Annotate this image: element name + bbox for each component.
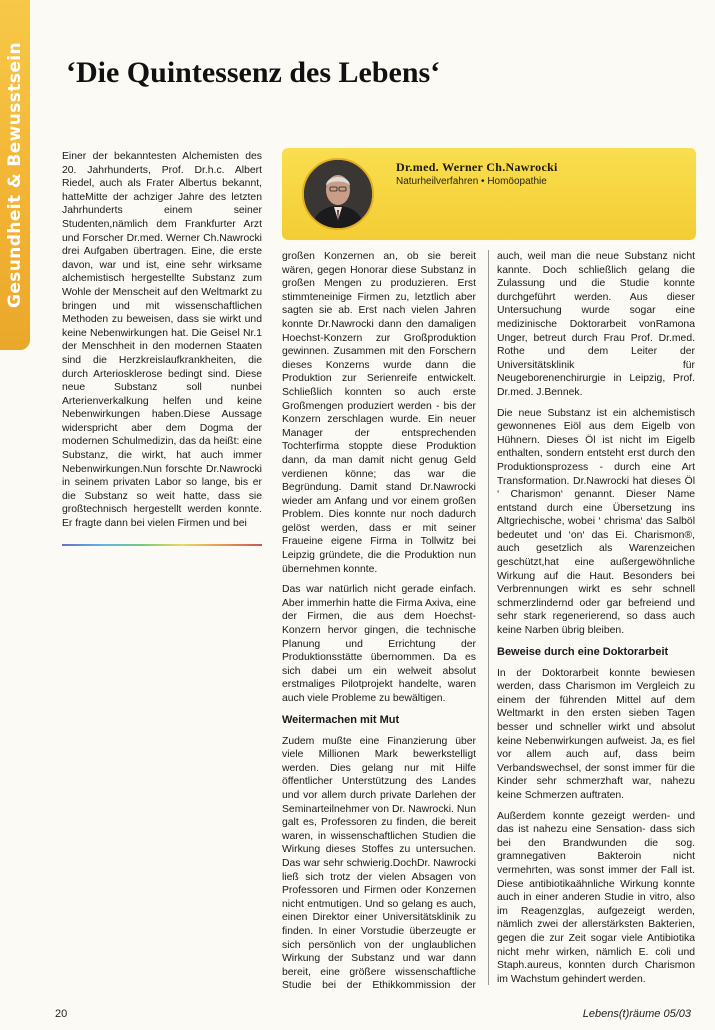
author-photo: [302, 158, 374, 230]
section-tab: [0, 0, 30, 350]
paragraph: Einer der bekanntesten Alchemisten des 20. Jahrhunderts, Prof. Dr.h.c. Albert Riedel, auch als Frater Albertus bekannt, hatteMitte der achziger Jahre des letzten Jahrhunderts einem seiner Studenten,nämlich dem Frankfurter Arzt und Forscher Dr.med. Werner Ch.Nawrocki drei Aufgaben übertragen. Eine, die erste davon, war und ist, eine sehr wirksame alchemistisch hergestellte Substanz zum Wohle der Menscheit auf den Weltmarkt zu bringen und mit wissenschaftlichen Methoden zu beweisen, dass sie wirkt und keine Nebenwirkungen hat. Die Geisel Nr.1 der Menschheit in den modernen Staaten sind die Herzkreislaufkrankheiten, die durch Arteriosklerose bedingt sind. Diese neue Substanz soll nunbei Arterienverkalkung helfen und keine Nebenwirkungen haben.Diese Aussage widerspricht aber dem Dogma der modernen Schulmedizin, das da heißt: eine Substanz, die wirkt, hat auch immer Nebenwirkungen.Nun forschte Dr.Nawrocki in seinem privaten Labor so lange, bis er die Substanz so weit hatte, dass sie großtechnisch hergestellt werden konnte. Er fragte dann bei vielen Firmen und bei: [62, 151, 262, 530]
article-column-2: [282, 250, 476, 990]
author-box: [282, 148, 696, 240]
decorative-rule: [62, 544, 262, 546]
paragraph: Außerdem konnte gezeigt werden- und das ist nahezu eine Sensation- dass sich bei den Brandwunden die sog. gramnegativen Bakteroin nicht vermehrten, was sonst immer der Fall ist. Diese antibiotikaähnliche Wirkung konnte auch in einer anderen Studie in vitro, also im Reagenzglas, aufgezeigt werden, nämlich zwei der allerstärksten Bakterien, gegen die zur Zeit sogar viele Antibiotika nicht mehr wirken, nämlich E. coli und Staph.aureus, konnten durch Charismon im Wachstum gehindert werden.: [497, 810, 695, 985]
article-title: ‘Die Quintessenz des Lebens‘: [66, 56, 441, 89]
author-specialty: Naturheilverfahren • Homöopathie: [396, 176, 547, 187]
magazine-issue: Lebens(t)räume 05/03: [582, 1008, 691, 1020]
subheading: Weitermachen mit Mut: [282, 713, 400, 726]
column-divider: [488, 250, 489, 985]
article-column-1: [62, 150, 262, 530]
paragraph: Die neue Substanz ist ein alchemistisch gewonnenes Eiöl aus dem Eigelb von Hühnern. Dieses Öl ist nicht im Eigelb enthalten, sondern entsteht erst durch den Produktionsprozess - durch eine Art Transformation. Dr.Nawrocki hat dieses Öl ‘ Charismon‘ genannt. Dieser Name entstand durch eine Übersetzung ins Altgriechische, wobei ‘ chrisma‘ das Salböl bedeutet und ‘on‘ das Ei. Charismon®, auch gesetzlich als Warenzeichen geschützt,hat eine außergewöhnliche Wirkung auf die Haut. Besonders bei Verbrennungen wirkt es sehr schnell schmerzlindernd oder gar befreiend und sehr stark regenerierend, so dass auch keine Narben übrig bleiben.: [497, 407, 695, 637]
paragraph: In der Doktorarbeit konnte bewiesen werden, dass Charismon im Vergleich zu einem der führenden Mittel auf dem Weltmarkt in den ersten sieben Tagen besser und schneller wirkt und absolut keine Nebenwirkungen aufweist. Ja, es fiel vor allem auch auf, dass beim Verbandswechsel, der sonst immer für die Kinder sehr schmerzhaft war, nahezu keine Schmerzen auftraten.: [497, 667, 695, 801]
article-column-3: [497, 250, 695, 990]
paragraph: Zudem mußte eine Finanzierung über viele Millionen Mark bewerkstelligt werden. Dies gelang nur mit Hilfe öffentlicher Unterstützung des Landes und vor allem durch private Darlehen der Seminarteilnehmer von Dr. Nawrocki. Nun galt es, Professoren zu finden, die bereit waren, in wissenschaftlichen Studien die Wirkung dieses Stoffes zu untersuchen. Das war sehr schwierig.DochDr. Nawrocki ließ sich trotz der vielen Absagen von Professoren und Firmen oder Konzernen nicht entmutigen. Und so gelang es auch, einen Direktor einer Universitätsklinik zu finden. In einer Vorstudie überzeugte er sich persönlich von der unglaublichen Wirkung der Substanz und war dann bereit, eine größere wissenschaftliche Studie bei der Ethikkommission der: [282, 735, 476, 990]
subheading: Beweise durch eine Doktorarbeit: [497, 645, 669, 658]
section-label: Gesundheit & Bewusstsein: [5, 41, 25, 309]
paragraph: auch, weil man die neue Substanz nicht kannte. Doch schließlich gelang die Zulassung und die Studie konnte durchgeführt werden. Aus dieser Untersuchung wurde sogar eine medizinische Doktorarbeit vonRamona Unger, betreut durch Frau Prof. Dr.med. Rothe und dem Leiter der Universitätsklinik für Neugeborenenchirurgie in Leipzig, Prof. Dr.med. J.Bennek.: [497, 251, 695, 398]
paragraph: Das war natürlich nicht gerade einfach. Aber immerhin hatte die Firma Axiva, eine der Firmen, die aus dem Hoechst-Konzern hervor gingen, die technische Planung und Errichtung der Produktionsstätte übernommen. Da es sich dabei um ein welweit absolut erstmaliges Pilotprojekt handelte, waren auch viele Probleme zu bewältigen.: [282, 584, 476, 704]
portrait-image: [304, 160, 372, 228]
paragraph: großen Konzernen an, ob sie bereit wären, gegen Honorar diese Substanz in großen Mengen zu produzieren. Erst stimmteneinige Firmen zu, letztlich aber sagten sie ab. Erst nach vielen Jahren konnte Dr.Nawrocki dann den damaligen Hoechst-Konzern zur Großproduktion gewinnen. Zusammen mit den Forschern dieses Konzerns wurde dann die Produktion zur Serienreife entwickelt. Schließlich konnten so auch erste Großmengen produziert werden - bis der Konzern zerschlagen wurde. Ein neuer Manager der entsprechenden Tochterfirma stoppte diese Produktion dann, da man damit nicht genug Geld verdienen könne; das war die Begründung. Damit stand Dr.Nawrocki wieder am Anfang und vor einem großen Problem. Dies konnte nur noch dadurch gelöst werden, dass er mit seiner Fraueine eigene Firma in Tollwitz bei Leipzig gründete, die die Produktion nun übernehmen konnte.: [282, 251, 476, 575]
page-number: 20: [55, 1008, 68, 1020]
author-name: Dr.med. Werner Ch.Nawrocki: [396, 160, 558, 174]
